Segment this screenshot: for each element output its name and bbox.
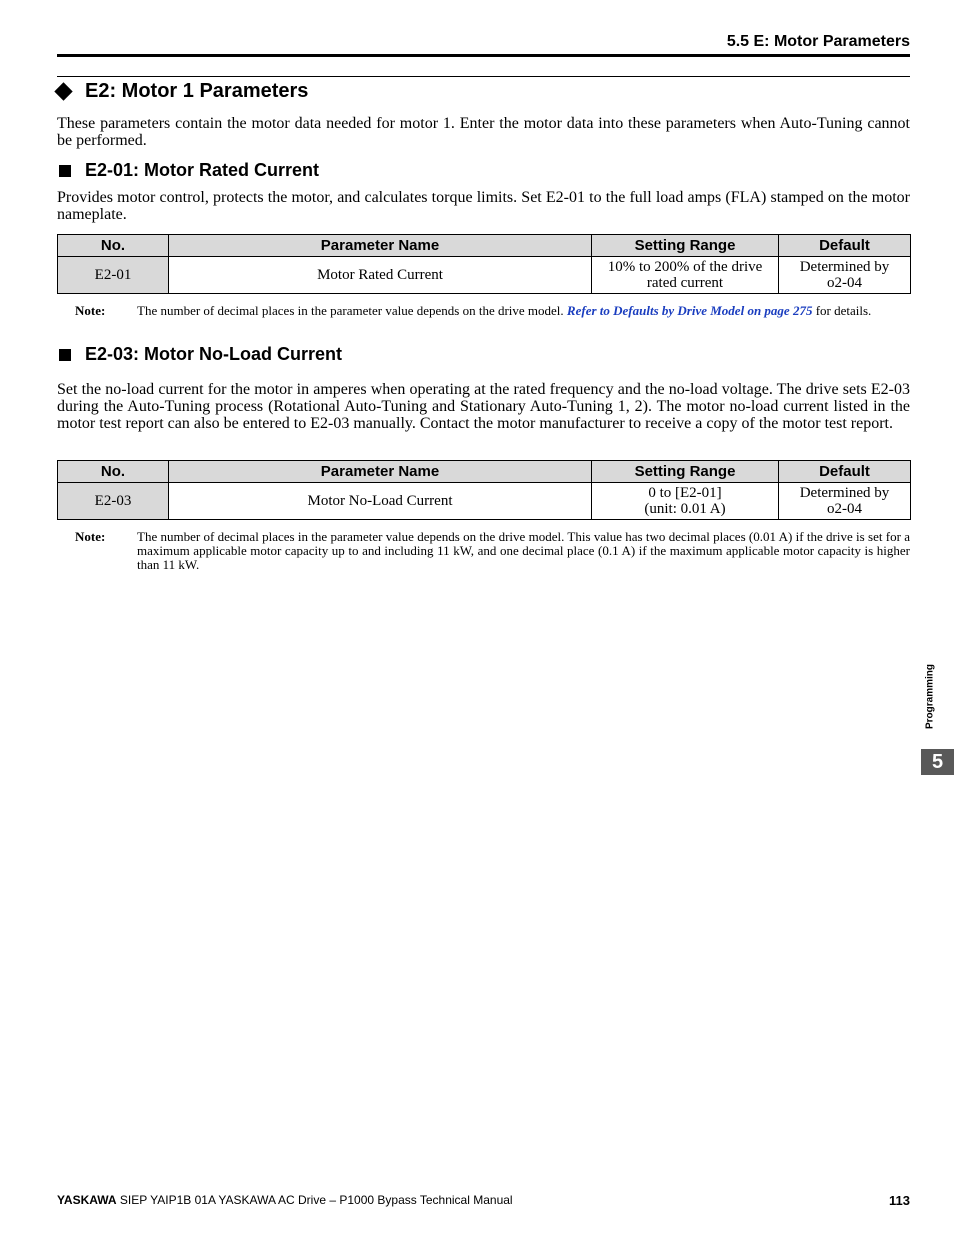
diamond-bullet-icon	[54, 82, 72, 100]
param-name: Motor Rated Current	[169, 257, 592, 294]
e203-heading: E2-03: Motor No-Load Current	[85, 344, 343, 364]
col-header-name: Parameter Name	[169, 235, 592, 257]
note-text: The number of decimal places in the parameter value depends on the drive model.	[137, 303, 567, 318]
range-line-1: 10% to 200% of the drive	[607, 259, 763, 275]
table-row	[58, 483, 911, 520]
param-range	[592, 483, 779, 520]
default-line-1: Determined by	[799, 259, 890, 275]
side-tab-label: Programming	[924, 663, 936, 729]
table-row	[58, 257, 911, 294]
defaults-by-drive-model-link[interactable]: Refer to Defaults by Drive Model on page 275	[566, 303, 813, 318]
footer-doc-title: SIEP YAIP1B 01A YASKAWA AC Drive – P1000 Bypass Technical Manual	[116, 1193, 513, 1207]
e201-parameter-table	[57, 234, 911, 294]
param-no: E2-03	[58, 483, 169, 520]
default-line-1: Determined by	[799, 485, 890, 501]
square-bullet-icon	[59, 165, 71, 177]
e203-note	[75, 530, 910, 572]
e203-parameter-table	[57, 460, 911, 520]
default-line-2: o2-04	[827, 501, 862, 517]
section-rule	[57, 76, 910, 77]
param-no: E2-01	[58, 257, 169, 294]
table-header-row	[58, 461, 911, 483]
note-body	[137, 304, 910, 318]
col-header-range: Setting Range	[592, 235, 779, 257]
col-header-name: Parameter Name	[169, 461, 592, 483]
col-header-no: No.	[58, 461, 169, 483]
section-title: E2: Motor 1 Parameters	[85, 80, 309, 102]
e201-heading: E2-01: Motor Rated Current	[85, 160, 320, 180]
col-header-default: Default	[779, 235, 911, 257]
table-header-row	[58, 235, 911, 257]
running-header: 5.5 E: Motor Parameters	[726, 33, 910, 50]
header-rule	[57, 54, 910, 57]
param-default	[779, 483, 911, 520]
param-name: Motor No-Load Current	[169, 483, 592, 520]
param-range	[592, 257, 779, 294]
note-body: The number of decimal places in the parameter value depends on the drive model. This value has two decimal places (0.01 A) if the drive is set for a maximum applicable motor capacity up to and including 11 kW, and one decimal place (0.1 A) if the maximum applicable motor capacity is higher than 11 kW.	[137, 529, 910, 572]
range-line-2: rated current	[646, 275, 724, 291]
range-line-2: (unit: 0.01 A)	[644, 501, 726, 517]
col-header-no: No.	[58, 235, 169, 257]
range-line-1: 0 to [E2-01]	[648, 485, 722, 501]
page-number: 113	[889, 1193, 910, 1208]
e201-description: Provides motor control, protects the motor, and calculates torque limits. Set E2-01 to the full load amps (FLA) stamped on the motor nameplate.	[57, 189, 910, 223]
col-header-default: Default	[779, 461, 911, 483]
note-label: Note:	[75, 529, 106, 544]
e201-note	[75, 304, 910, 318]
note-label: Note:	[75, 303, 106, 318]
e203-description: Set the no-load current for the motor in amperes when operating at the rated frequency and the no-load voltage. The drive sets E2-03 during the Auto-Tuning process (Rotational Auto-Tuning and Stationary Auto-Tuning 1, 2). The motor no-load current listed in the motor test report can also be entered to E2-03 manually. Contact the motor manufacturer to receive a copy of the motor test report.	[57, 381, 910, 432]
footer-brand: YASKAWA	[57, 1193, 117, 1207]
param-default	[779, 257, 911, 294]
footer-document	[57, 1193, 513, 1207]
section-intro: These parameters contain the motor data needed for motor 1. Enter the motor data into these parameters when Auto-Tuning cannot be performed.	[57, 115, 910, 149]
default-line-2: o2-04	[827, 275, 862, 291]
chapter-tab: 5	[921, 749, 954, 775]
note-text-after: for details.	[812, 303, 872, 318]
col-header-range: Setting Range	[592, 461, 779, 483]
square-bullet-icon	[59, 349, 71, 361]
